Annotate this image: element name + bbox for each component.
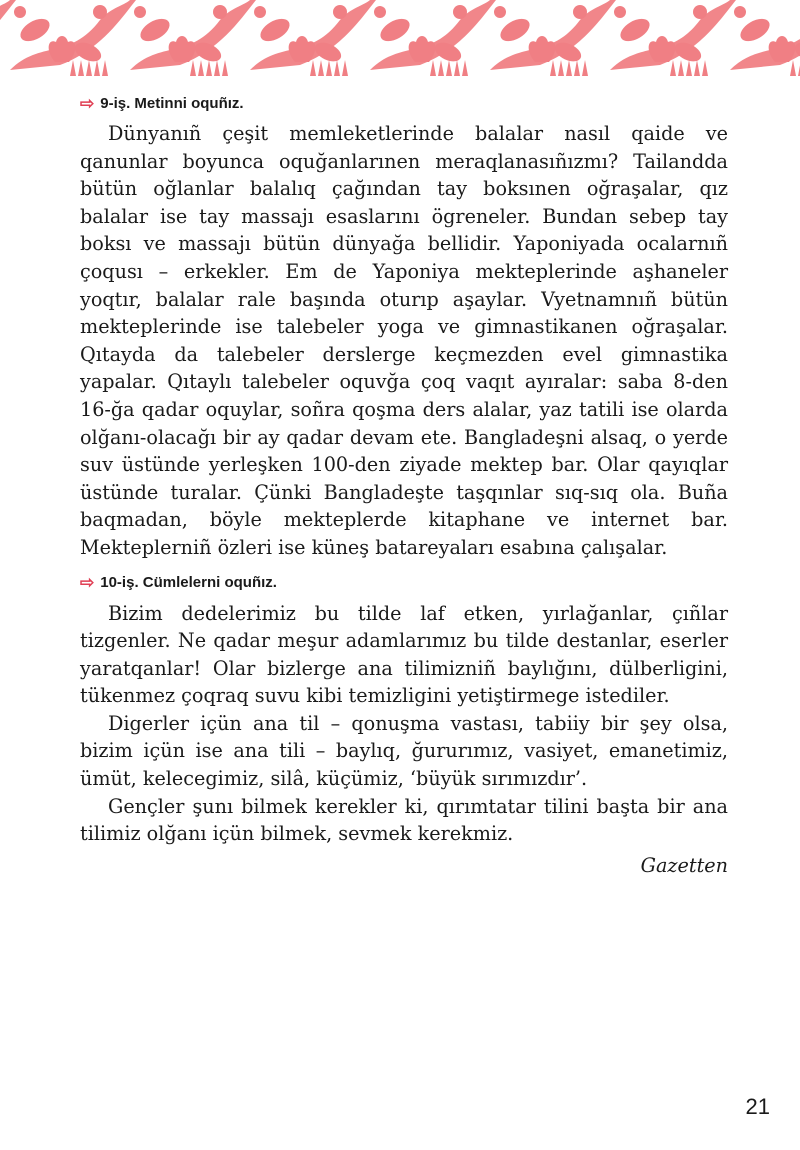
task-10-paragraph-3: Gençler şunı bilmek kerekler ki, qırımtatar tilini başta bir ana tilimiz olğanı içün bilmek, sevmek kerekmiz.	[80, 794, 728, 846]
task-10-paragraph-2: Digerler içün ana til – qonuşma vastası, tabiiy bir şey olsa, bizim içün ise ana tili – baylıq, ğururımız, vasiyet, emanetimiz, ümüt, kelecegimiz, silâ, küçümiz, ‘büyük sırımızdır’.	[80, 711, 728, 791]
floral-ornament-band	[0, 0, 800, 78]
arrow-right-icon: ⇨	[80, 93, 95, 113]
source-signature: Gazetten	[640, 853, 728, 877]
arrow-right-icon: ⇨	[80, 573, 95, 592]
task-10-paragraph-1: Bizim dedelerimiz bu tilde laf etken, yırlağanlar, çıñlar tizgenler. Ne qadar meşur adamlarımız bu tilde destanlar, eserler yaratqanlar! Olar bizlerge ana tilimizniñ baylığını, dülberligini, tükenmez çoqraq suvu kibi temizligini yetiştirmege istediler.	[80, 601, 728, 708]
task-10-label: 10-iş. Cümlelerni oquñız.	[100, 574, 277, 591]
task-9-heading	[80, 92, 728, 114]
page-content	[80, 92, 728, 879]
task-10-heading	[80, 572, 728, 594]
page-number: 21	[745, 1094, 770, 1119]
task-9-paragraph: Dünyanıñ çeşit memleketlerinde balalar nasıl qaide ve qanunlar boyunca oquğanlarınen meraqlanasıñızmı? Tailandda bütün oğlanlar balalıq çağından tay boksınen oğraşalar, qız balalar ise tay massajı esaslarını ögreneler. Bundan sebep tay boksı ve massajı bütün dünyağa bellidir. Yaponiyada ocalarnıñ çoqusı – erkekler. Em de Yaponiya mekteplerinde aşhaneler yoqtır, balalar rale başında oturıp aşaylar. Vyetnamnıñ bütün mekteplerinde ise talebeler yoga ve gimnastikanen oğraşalar. Qıtayda da talebeler derslerge keçmezden evel gimnastika yapalar. Qıtaylı talebeler oquvğa çoq vaqıt ayıralar: saba 8-den 16-ğa qadar oquylar, soñra qoşma ders alalar, yaz tatili ise olarda olğanı-olacağı bir ay qadar devam ete. Bangladeşni alsaq, o yerde suv üstünde yerleşken 100-den ziyade mektep bar. Olar qayıqlar üstünde turalar. Çünki Bangladeşte taşqınlar sıq-sıq ola. Buña baqmadan, böyle mekteplerde kitaphane ve internet bar. Mekteplerniñ özleri ise küneş batareyaları esabına çalışalar.	[80, 122, 728, 559]
task-9-label: 9-iş. Metinni oquñız.	[100, 94, 244, 112]
